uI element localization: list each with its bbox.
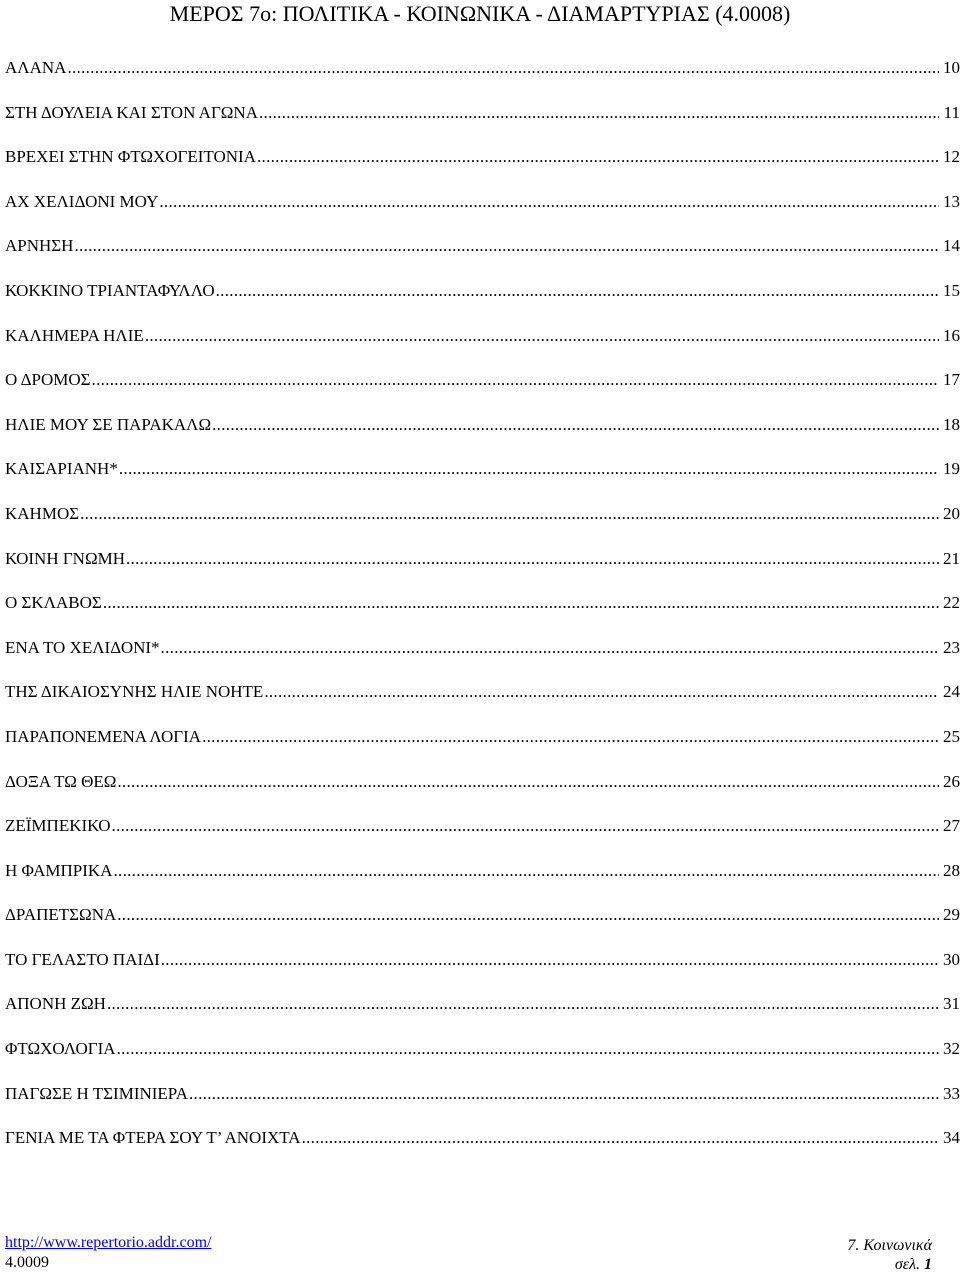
toc-dot-leader — [145, 325, 939, 347]
toc-entry-page-number: 16 — [943, 325, 960, 345]
toc-entry-title: ΤΗΣ ΔΙΚΑΙΟΣΥΝΗΣ ΗΛΙΕ ΝΟΗΤΕ — [5, 682, 264, 702]
toc-entry-page-number: 31 — [943, 994, 960, 1014]
toc-entry-title: ΑΠΟΝΗ ΖΩΗ — [5, 994, 106, 1014]
toc-entry[interactable] — [5, 904, 960, 949]
toc-entry[interactable] — [5, 726, 960, 771]
toc-entry-page-number: 10 — [943, 58, 960, 77]
toc-entry[interactable] — [5, 548, 960, 593]
toc-entry[interactable] — [5, 280, 960, 325]
toc-dot-leader — [161, 637, 939, 659]
toc-dot-leader — [189, 1083, 939, 1105]
table-of-contents — [5, 57, 960, 1172]
toc-dot-leader — [80, 503, 939, 525]
toc-entry-page-number: 27 — [943, 816, 960, 836]
toc-entry-page-number: 30 — [943, 949, 960, 969]
toc-entry-title: ΚΟΙΝΗ ΓΝΩΜΗ — [5, 548, 125, 568]
toc-entry-page-number: 12 — [943, 147, 960, 167]
toc-entry[interactable] — [5, 1083, 960, 1128]
footer-page-number: 1 — [924, 1256, 932, 1273]
toc-entry-title: ΚΑΙΣΑΡΙΑΝΗ* — [5, 459, 118, 479]
toc-entry-title: ΑΧ ΧΕΛΙΔΟΝΙ ΜΟΥ — [5, 191, 159, 211]
toc-entry[interactable] — [5, 771, 960, 816]
toc-dot-leader — [117, 1038, 939, 1060]
toc-entry[interactable] — [5, 503, 960, 548]
toc-entry-title: ΔΡΑΠΕΤΣΩΝΑ — [5, 905, 117, 925]
toc-dot-leader — [161, 949, 939, 971]
footer-section: 7. Κοινωνικά — [847, 1237, 932, 1254]
toc-entry[interactable] — [5, 146, 960, 191]
toc-entry-title: ΦΤΩΧΟΛΟΓΙΑ — [5, 1039, 116, 1059]
toc-entry-title: ΗΛΙΕ ΜΟΥ ΣΕ ΠΑΡΑΚΑΛΩ — [5, 414, 212, 434]
toc-entry-page-number: 26 — [943, 771, 960, 791]
toc-dot-leader — [113, 860, 939, 882]
toc-entry[interactable] — [5, 815, 960, 860]
toc-entry[interactable] — [5, 458, 960, 503]
toc-entry[interactable] — [5, 414, 960, 459]
toc-entry-title: ΔΟΞΑ ΤΩ ΘΕΩ — [5, 771, 117, 791]
toc-entry[interactable] — [5, 637, 960, 682]
toc-entry[interactable] — [5, 993, 960, 1038]
toc-entry-page-number: 34 — [943, 1128, 960, 1148]
toc-entry-title: ΚΑΗΜΟΣ — [5, 503, 80, 523]
footer-page — [847, 1255, 932, 1274]
toc-entry-page-number: 32 — [943, 1039, 960, 1059]
toc-entry-title: ΒΡΕΧΕΙ ΣΤΗΝ ΦΤΩΧΟΓΕΙΤΟΝΙΑ — [5, 147, 256, 167]
toc-entry[interactable] — [5, 235, 960, 280]
toc-entry-title: ΚΟΚΚΙΝΟ ΤΡΙΑΝΤΑΦΥΛΛΟ — [5, 280, 215, 300]
toc-entry-page-number: 20 — [943, 503, 960, 523]
toc-entry-page-number: 33 — [943, 1083, 960, 1103]
toc-dot-leader — [117, 771, 939, 793]
toc-entry-page-number: 19 — [943, 459, 960, 479]
toc-entry-page-number: 15 — [943, 280, 960, 300]
toc-dot-leader — [212, 414, 939, 436]
toc-entry-page-number: 18 — [943, 414, 960, 434]
toc-entry-title: ΠΑΓΩΣΕ Η ΤΣΙΜΙΝΙΕΡΑ — [5, 1083, 188, 1103]
toc-entry-title: Ο ΣΚΛΑΒΟΣ — [5, 593, 102, 613]
toc-entry-page-number: 28 — [943, 860, 960, 880]
toc-entry-page-number: 24 — [943, 682, 960, 702]
toc-entry-title: ΠΑΡΑΠΟΝΕΜΕΝΑ ΛΟΓΙΑ — [5, 726, 202, 746]
toc-entry[interactable] — [5, 191, 960, 236]
toc-entry-title: Η ΦΑΜΠΡΙΚΑ — [5, 860, 113, 880]
toc-entry-page-number: 21 — [943, 548, 960, 568]
toc-entry[interactable] — [5, 369, 960, 414]
toc-dot-leader — [107, 993, 939, 1015]
toc-entry[interactable] — [5, 102, 960, 147]
toc-dot-leader — [159, 191, 939, 213]
toc-entry-title: ΖΕΪΜΠΕΚΙΚΟ — [5, 816, 111, 836]
toc-dot-leader — [92, 369, 939, 391]
toc-entry-page-number: 23 — [943, 637, 960, 657]
toc-dot-leader — [126, 548, 939, 570]
toc-entry-title: ΓΕΝΙΑ ΜΕ ΤΑ ΦΤΕΡΑ ΣΟΥ Τ’ ΑΝΟΙΧΤΑ — [5, 1128, 301, 1148]
toc-entry-page-number: 13 — [943, 191, 960, 211]
toc-entry-title: ΤΟ ΓΕΛΑΣΤΟ ΠΑΙΔΙ — [5, 949, 160, 969]
toc-dot-leader — [257, 146, 939, 168]
toc-dot-leader — [216, 280, 939, 302]
toc-entry[interactable] — [5, 681, 960, 726]
toc-entry-page-number: 11 — [943, 102, 960, 122]
toc-entry-title: ΑΛΑΝΑ — [5, 58, 67, 77]
toc-entry-title: ΕΝΑ ΤΟ ΧΕΛΙΔΟΝΙ* — [5, 637, 160, 657]
page-title: ΜΕΡΟΣ 7ο: ΠΟΛΙΤΙΚΑ - ΚΟΙΝΩΝΙΚΑ - ΔΙΑΜΑΡΤΥΡΙΑΣ (4.0008) — [169, 1, 791, 26]
toc-entry-page-number: 29 — [943, 905, 960, 925]
toc-dot-leader — [302, 1127, 939, 1149]
toc-entry-page-number: 25 — [943, 726, 960, 746]
toc-entry-title: ΣΤΗ ΔΟΥΛΕΙΑ ΚΑΙ ΣΤΟΝ ΑΓΩΝΑ — [5, 102, 258, 122]
toc-entry-page-number: 14 — [943, 236, 960, 256]
toc-entry[interactable] — [5, 592, 960, 637]
toc-dot-leader — [119, 458, 939, 480]
toc-dot-leader — [74, 235, 939, 257]
toc-dot-leader — [67, 57, 939, 79]
toc-entry[interactable] — [5, 860, 960, 905]
footer-right — [847, 1236, 932, 1274]
toc-dot-leader — [117, 904, 939, 926]
footer-left — [5, 1233, 211, 1273]
toc-entry-title: Ο ΔΡΟΜΟΣ — [5, 370, 91, 390]
toc-entry-page-number: 17 — [943, 370, 960, 390]
toc-entry[interactable] — [5, 1038, 960, 1083]
toc-entry[interactable] — [5, 57, 960, 102]
footer-version: 4.0009 — [5, 1254, 49, 1271]
footer-page-label: σελ. — [894, 1256, 920, 1273]
toc-dot-leader — [103, 592, 939, 614]
toc-dot-leader — [112, 815, 939, 837]
toc-entry-title: ΚΑΛΗΜΕΡΑ ΗΛΙΕ — [5, 325, 144, 345]
toc-entry-page-number: 22 — [943, 593, 960, 613]
footer-url-link[interactable]: http://www.repertorio.addr.com/ — [5, 1234, 212, 1251]
toc-dot-leader — [264, 681, 939, 703]
toc-entry[interactable] — [5, 325, 960, 370]
toc-entry-title: ΑΡΝΗΣΗ — [5, 236, 74, 256]
toc-dot-leader — [202, 726, 939, 748]
toc-dot-leader — [259, 102, 939, 124]
toc-entry[interactable] — [5, 949, 960, 994]
toc-entry[interactable] — [5, 1127, 960, 1172]
